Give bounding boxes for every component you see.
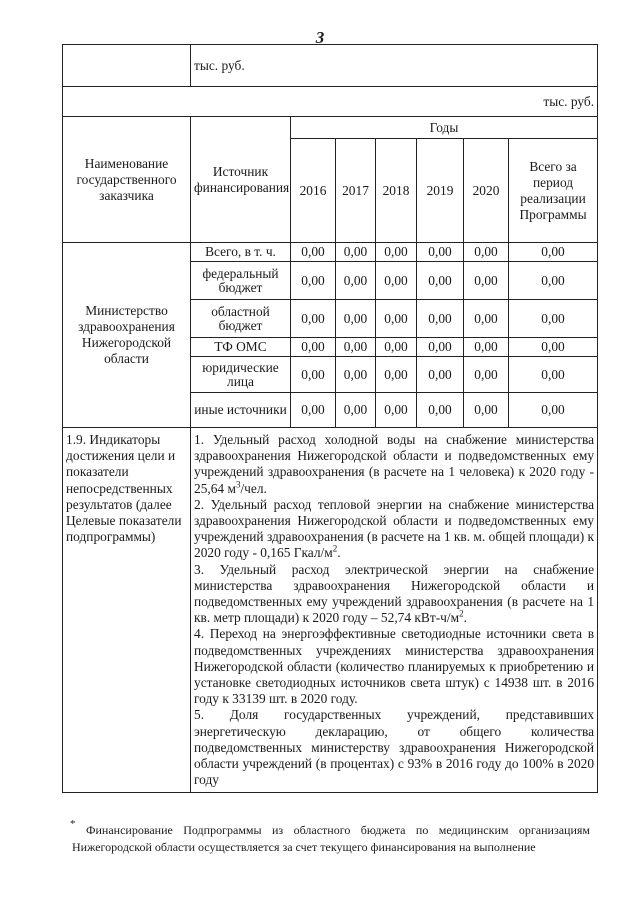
cell-value: 0,00: [291, 262, 336, 300]
cell-value: 0,00: [336, 300, 376, 338]
header-customer: Наименование государственного заказчика: [63, 117, 191, 243]
cell-value: 0,00: [417, 262, 464, 300]
cell-value: 0,00: [464, 243, 509, 262]
header-year: 2019: [417, 139, 464, 243]
cell-value: 0,00: [464, 338, 509, 357]
cell-value: 0,00: [376, 262, 417, 300]
row-source: ТФ ОМС: [191, 338, 291, 357]
cell-value: 0,00: [291, 300, 336, 338]
cell-total: 0,00: [509, 338, 598, 357]
cell-value: 0,00: [464, 262, 509, 300]
footnote-mark: *: [70, 818, 76, 830]
indicators-list: [191, 428, 598, 793]
page-number: 3: [315, 28, 325, 47]
cell-total: 0,00: [509, 300, 598, 338]
cell-value: 0,00: [336, 338, 376, 357]
row-source: иные источники: [191, 393, 291, 428]
cell-value: 0,00: [417, 338, 464, 357]
header-row-1: [63, 117, 598, 139]
row-source: Всего, в т. ч.: [191, 243, 291, 262]
cell-total: 0,00: [509, 357, 598, 393]
row-source: юридические лица: [191, 357, 291, 393]
cell-value: 0,00: [376, 393, 417, 428]
indicators-row: [63, 428, 598, 793]
header-total: Всего за период реализации Программы: [509, 139, 598, 243]
header-source: Источник финансирования: [191, 117, 291, 243]
cell-value: 0,00: [376, 357, 417, 393]
indicator-item: 5. Доля государственных учреждений, представивших энергетическую декларацию, от общего количества подведомственных министерству здравоохранения Нижегородской области учреждений (в процентах) с 93% в 2016 году до 100% в 2020 году: [194, 707, 595, 788]
indicator-item: 4. Переход на энергоэффективные светодиодные источники света в подведомственных учреждениях министерства здравоохранения Нижегородской области (количество планируемых к приобретению и установке светодиодных источников света штук) с 14938 шт. в 2016 году к 33139 шт. в 2020 году.: [194, 626, 595, 707]
cell-value: 0,00: [417, 393, 464, 428]
header-year: 2017: [336, 139, 376, 243]
footnote-text: Финансирование Подпрограммы из областного бюджета по медицинским организациям Нижегородской области осуществляется за счет текущего финансирования на выполнение: [72, 823, 590, 854]
cell-value: 0,00: [291, 243, 336, 262]
cell-value: 0,00: [291, 357, 336, 393]
unit-label-top: тыс. руб.: [191, 45, 598, 87]
cell-value: 0,00: [464, 300, 509, 338]
cell-total: 0,00: [509, 262, 598, 300]
indicator-item: 3. Удельный расход электрической энергии на снабжение министерства здравоохранения Нижегородской области и подведомственных ему учреждений здравоохранения (в расчете на 1 кв. метр площади) к 2020 году – 52,74 кВт-$ч/м^2$.: [194, 561, 595, 626]
unit-row-top: [63, 45, 598, 87]
cell-value: 0,00: [376, 338, 417, 357]
cell-value: 0,00: [336, 262, 376, 300]
cell-value: 0,00: [464, 357, 509, 393]
cell-value: 0,00: [291, 338, 336, 357]
customer-name: Министерство здравоохранения Нижегородской области: [63, 243, 191, 428]
cell-value: 0,00: [376, 243, 417, 262]
financing-table: [62, 44, 598, 793]
table-row: [63, 243, 598, 262]
cell-value: 0,00: [417, 357, 464, 393]
header-years-group: Годы: [291, 117, 598, 139]
cell-value: 0,00: [336, 243, 376, 262]
cell-value: 0,00: [291, 393, 336, 428]
footnote: [70, 818, 590, 856]
cell-value: 0,00: [417, 300, 464, 338]
indicator-item: 2. Удельный расход тепловой энергии на снабжение министерства здравоохранения Нижегородской области и подведомственных ему учреждений здравоохранения (в расчете на 1 кв. м. общей площади) к 2020 году - 0,165 Гкал/$м^2$.: [194, 496, 595, 561]
indicators-label: 1.9. Индикаторы достижения цели и показатели непосредственных результатов (далее Целевые показатели подпрограммы): [63, 428, 191, 793]
row-source: федеральный бюджет: [191, 262, 291, 300]
cell-value: 0,00: [417, 243, 464, 262]
cell-value: 0,00: [336, 357, 376, 393]
header-year: 2018: [376, 139, 417, 243]
header-year: 2016: [291, 139, 336, 243]
cell-value: 0,00: [336, 393, 376, 428]
header-year: 2020: [464, 139, 509, 243]
unit-row: [63, 87, 598, 117]
indicator-item: 1. Удельный расход холодной воды на снабжение министерства здравоохранения Нижегородской области и подведомственных ему учреждений здравоохранения (в расчете на 1 человека) к 2020 году - 25,64 $м^3$/чел.: [194, 432, 595, 496]
cell-value: 0,00: [464, 393, 509, 428]
cell-value: 0,00: [376, 300, 417, 338]
empty-cell: [63, 45, 191, 87]
unit-label: тыс. руб.: [63, 87, 598, 117]
row-source: областной бюджет: [191, 300, 291, 338]
cell-total: 0,00: [509, 243, 598, 262]
cell-total: 0,00: [509, 393, 598, 428]
